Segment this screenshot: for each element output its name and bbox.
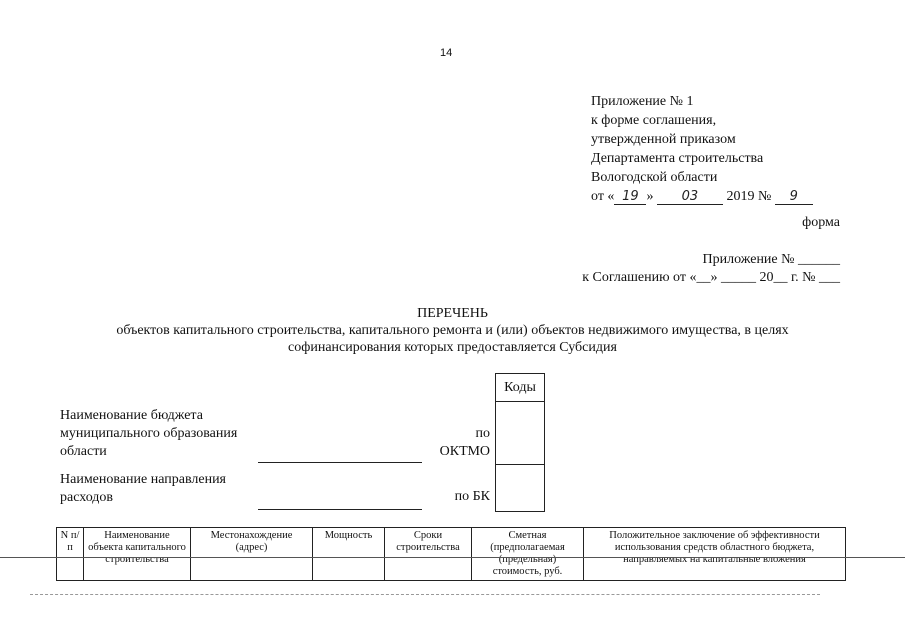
direction-label-line-1: Наименование направления [60, 472, 226, 487]
budget-name-label [60, 407, 237, 461]
codes-header: Коды [496, 374, 544, 402]
page-number: 14 [440, 47, 453, 59]
header-positive-conclusion: Положительное заключение об эффективности использования средств областного бюджета, направляемых на капитальные вложения [584, 528, 846, 581]
agreement-appendix [582, 251, 840, 287]
page-bottom-edge [30, 594, 820, 595]
appendix-date-line [591, 187, 813, 206]
date-number: 9 [775, 190, 813, 205]
oktmo-label: ОКТМО [439, 444, 490, 459]
header-construction-period: Сроки строительства [385, 528, 472, 581]
header-estimated-cost: Сметная (предполагаемая (предельная) стоимость, руб. [472, 528, 584, 581]
appendix-line-1: Приложение № 1 [591, 94, 694, 109]
date-year: 2019 № [726, 189, 772, 204]
table-header-row [57, 528, 846, 581]
budget-label-line-1: Наименование бюджета [60, 408, 203, 423]
direction-label-line-2: расходов [60, 490, 114, 505]
codes-box [495, 373, 545, 512]
document-heading [0, 305, 905, 356]
appendix-line-4: Департамента строительства [591, 151, 764, 166]
header-location: Местонахождение (адрес) [191, 528, 313, 581]
heading-subtitle-2: софинансирования которых предоставляется Субсидия [288, 340, 617, 355]
appendix-block [591, 92, 813, 206]
appendix-line-3: утвержденной приказом [591, 132, 736, 147]
appendix-line-2: к форме соглашения, [591, 113, 717, 128]
objects-table [56, 527, 846, 581]
forma-label: форма [802, 215, 840, 230]
direction-label [60, 471, 226, 507]
bk-label: по БК [454, 489, 490, 504]
date-month: 03 [657, 190, 723, 205]
agreement-appendix-line-2: к Соглашению от «__» _____ 20__ г. № ___ [582, 270, 840, 285]
budget-label-line-2: муниципального образования [60, 426, 238, 441]
po-label: по [475, 426, 490, 441]
header-number: N п/п [57, 528, 84, 581]
oktmo-code-cell [496, 402, 544, 465]
date-mid: » [646, 189, 654, 204]
budget-label-line-3: области [60, 444, 107, 459]
date-day: 19 [614, 190, 646, 205]
date-prefix: от « [591, 189, 615, 204]
header-object-name: Наименование объекта капитального строительства [84, 528, 191, 581]
heading-title: ПЕРЕЧЕНЬ [417, 306, 488, 321]
scan-artifact-line [0, 557, 905, 558]
bk-code-cell [496, 465, 544, 511]
agreement-appendix-line-1: Приложение № ______ [702, 252, 840, 267]
appendix-line-5: Вологодской области [591, 170, 718, 185]
header-capacity: Мощность [313, 528, 385, 581]
heading-subtitle-1: объектов капитального строительства, капитального ремонта и (или) объектов недвижимого имущества, в целях [116, 323, 789, 338]
direction-line [258, 509, 422, 510]
budget-name-line [258, 462, 422, 463]
